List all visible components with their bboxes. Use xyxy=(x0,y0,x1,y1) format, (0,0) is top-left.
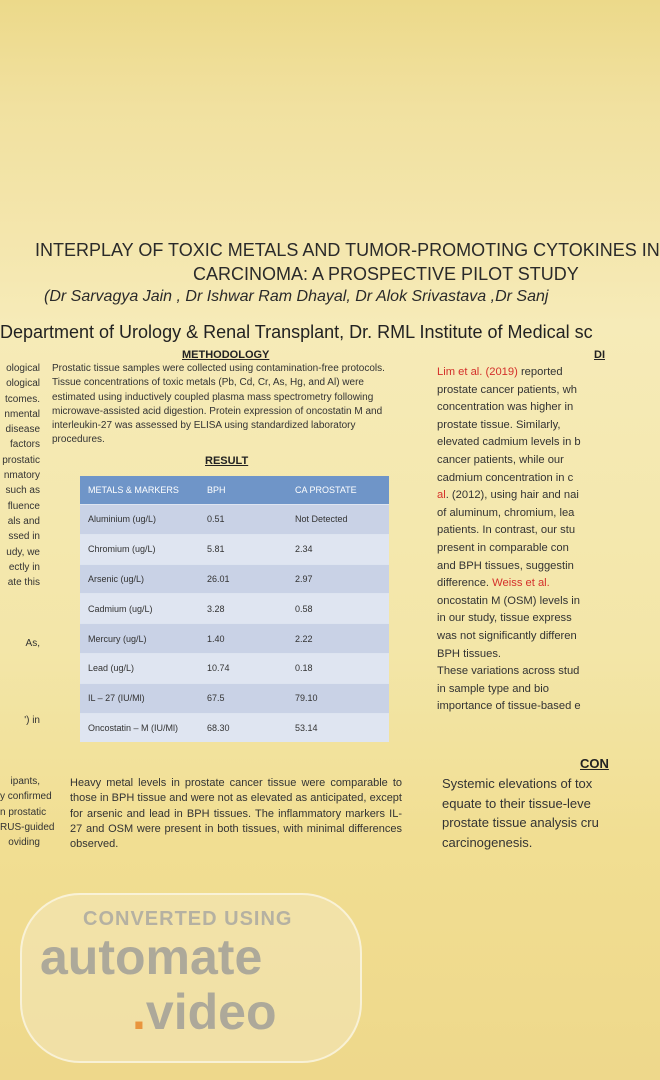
left-fragment-line: such as xyxy=(5,485,40,497)
table-row xyxy=(80,683,389,713)
table-row xyxy=(80,713,389,743)
result-heading: RESULT xyxy=(205,455,249,467)
discussion-line: difference. xyxy=(437,577,493,590)
table-cell: 3.28 xyxy=(199,593,287,623)
discussion-line: in our study, tissue express xyxy=(437,612,572,625)
table-row xyxy=(80,653,389,683)
left-fragment-line: y confirmed xyxy=(0,791,52,803)
left-fragment-line: udy, we xyxy=(6,546,40,558)
left-fragment-line xyxy=(0,606,40,621)
results-table xyxy=(80,476,389,742)
left-fragment-line: As, xyxy=(25,638,40,650)
discussion-line: and BPH tissues, suggestin xyxy=(437,559,574,572)
table-cell: 2.97 xyxy=(287,564,389,594)
conclusion-line: carcinogenesis. xyxy=(442,834,533,850)
citation-link: Lim et al. (2019) xyxy=(437,366,518,378)
discussion-line: cadmium concentration in c xyxy=(437,471,574,484)
discussion-line: in sample type and bio xyxy=(437,682,549,695)
conclusion-text xyxy=(442,774,599,852)
left-fragment-line: nmental xyxy=(4,408,40,420)
table-cell: Cadmium (ug/L) xyxy=(80,593,199,623)
department-line: Department of Urology & Renal Transplant, Dr. RML Institute of Medical sc xyxy=(0,322,593,342)
table-cell: Aluminium (ug/L) xyxy=(80,504,199,534)
conclusion-line: prostate tissue analysis cru xyxy=(442,815,599,830)
table-cell: Lead (ug/L) xyxy=(80,653,199,683)
left-fragment-line xyxy=(0,698,40,713)
left-fragment-line: fluence xyxy=(7,500,40,512)
table-row xyxy=(80,504,389,534)
table-cell: Oncostatin – M (IU/Ml) xyxy=(80,713,199,743)
left-fragment-line: RUS-guided xyxy=(0,821,55,833)
methodology-heading: METHODOLOGY xyxy=(182,349,270,361)
discussion-line: importance of tissue-based e xyxy=(437,700,581,713)
table-cell: Mercury (ug/L) xyxy=(80,623,199,653)
left-fragment-line: ipants, xyxy=(10,776,40,788)
column-header: METALS & MARKERS xyxy=(80,476,199,504)
left-fragment-line: oviding xyxy=(8,837,40,849)
left-fragment-line: ate this xyxy=(7,577,40,589)
discussion-line: cancer patients, while our xyxy=(437,453,564,466)
column-header: BPH xyxy=(199,476,287,504)
discussion-line: BPH tissues. xyxy=(437,647,502,660)
discussion-line: prostate cancer patients, wh xyxy=(437,383,577,396)
table-cell: 0.18 xyxy=(287,653,389,683)
watermark-video-word: video xyxy=(145,984,277,1040)
left-fragment-line: disease xyxy=(5,424,40,436)
table-row xyxy=(80,564,389,594)
left-fragment-line: tcomes. xyxy=(4,393,40,405)
discussion-line: was not significantly differen xyxy=(437,629,577,642)
table-cell: 10.74 xyxy=(199,653,287,683)
left-fragment-line xyxy=(0,652,40,667)
watermark-logo-word: automate xyxy=(40,929,263,985)
poster-title-line2: CARCINOMA: A PROSPECTIVE PILOT STUDY xyxy=(193,264,579,284)
citation-link: Weiss et al. xyxy=(492,577,550,590)
watermark-logo-suffix xyxy=(132,983,277,1041)
table-cell: 2.22 xyxy=(287,623,389,653)
left-fragment-line: n prostatic xyxy=(0,806,47,818)
left-column-fragments xyxy=(0,361,55,851)
table-cell: 53.14 xyxy=(287,713,389,743)
table-cell: 26.01 xyxy=(199,564,287,594)
result-summary: Heavy metal levels in prostate cancer tissue were comparable to those in BPH tissue and were not as elevated as anticipated, except for arsenic and lead in BPH tissues. The inflammatory markers IL-27 and OSM were present in both tissues, with minimal differences observed. xyxy=(70,777,402,851)
left-fragment-line: ssed in xyxy=(8,531,40,543)
left-fragment-line xyxy=(0,743,40,758)
discussion-line: of aluminum, chromium, lea xyxy=(437,506,575,519)
table-cell: Not Detected xyxy=(287,504,389,534)
left-fragment-line: ') in xyxy=(24,714,40,726)
table-cell: 0.51 xyxy=(199,504,287,534)
poster-title-line1: INTERPLAY OF TOXIC METALS AND TUMOR-PROMOTING CYTOKINES IN xyxy=(35,240,660,260)
table-row xyxy=(80,534,389,564)
left-fragment-line xyxy=(0,621,40,636)
conclusion-line: Systemic elevations of tox xyxy=(442,776,593,791)
table-cell: 5.81 xyxy=(199,534,287,564)
citation-link: al xyxy=(437,489,446,502)
discussion-line: oncostatin M (OSM) levels in xyxy=(437,594,580,607)
table-cell: 68.30 xyxy=(199,713,287,743)
discussion-line: elevated cadmium levels in b xyxy=(437,436,581,449)
left-fragment-line: nmatory xyxy=(3,470,40,482)
discussion-heading: DI xyxy=(594,349,605,361)
table-cell: Arsenic (ug/L) xyxy=(80,564,199,594)
left-fragment-line: prostatic xyxy=(2,454,40,466)
table-cell: 0.58 xyxy=(287,593,389,623)
table-cell: IL – 27 (IU/Ml) xyxy=(80,683,199,713)
left-fragment-line xyxy=(0,759,40,774)
discussion-line: prostate tissue. Similarly, xyxy=(437,418,561,431)
table-cell: 1.40 xyxy=(199,623,287,653)
table-cell: Chromium (ug/L) xyxy=(80,534,199,564)
left-fragment-line: ological xyxy=(6,363,40,374)
conclusion-line: equate to their tissue-leve xyxy=(442,795,591,811)
left-fragment-line: ectly in xyxy=(8,561,40,573)
table-cell: 79.10 xyxy=(287,683,389,713)
column-header: CA PROSTATE xyxy=(287,476,389,504)
conclusion-heading: CON xyxy=(580,756,609,771)
discussion-line: patients. In contrast, our stu xyxy=(437,524,576,537)
watermark-dot: . xyxy=(132,984,146,1040)
authors-line: (Dr Sarvagya Jain , Dr Ishwar Ram Dhayal, Dr Alok Srivastava ,Dr Sanj xyxy=(44,288,549,305)
left-fragment-line: als and xyxy=(7,515,40,527)
discussion-line: present in comparable con xyxy=(437,541,569,554)
table-row xyxy=(80,623,389,653)
left-fragment-line xyxy=(0,682,40,697)
discussion-line: reported xyxy=(517,366,563,378)
watermark-caption: CONVERTED USING xyxy=(83,908,293,930)
left-fragment-line xyxy=(0,728,40,743)
discussion-line: These variations across stud xyxy=(437,665,580,678)
discussion-line: concentration was higher in xyxy=(437,401,574,414)
table-row xyxy=(80,593,389,623)
discussion-line: . (2012), using hair and nai xyxy=(445,489,579,502)
results-table-wrap xyxy=(80,476,389,742)
left-fragment-line xyxy=(0,590,40,605)
discussion-text xyxy=(437,364,608,716)
left-fragment-line xyxy=(0,667,40,682)
left-fragment-line: ological xyxy=(6,378,40,390)
table-cell: 2.34 xyxy=(287,534,389,564)
left-fragment-line: factors xyxy=(9,439,40,451)
methodology-text: Prostatic tissue samples were collected using contamination-free protocols. Tissue concentrations of toxic metals (Pb, Cd, Cr, As, Hg, and Al) were estimated using inductively coupled plasma mass spectrometry following microwave-assisted acid digestion. Protein expression of oncostatin M and interleukin-27 was assessed by ELISA using standardized laboratory procedures. xyxy=(52,363,385,446)
table-cell: 67.5 xyxy=(199,683,287,713)
